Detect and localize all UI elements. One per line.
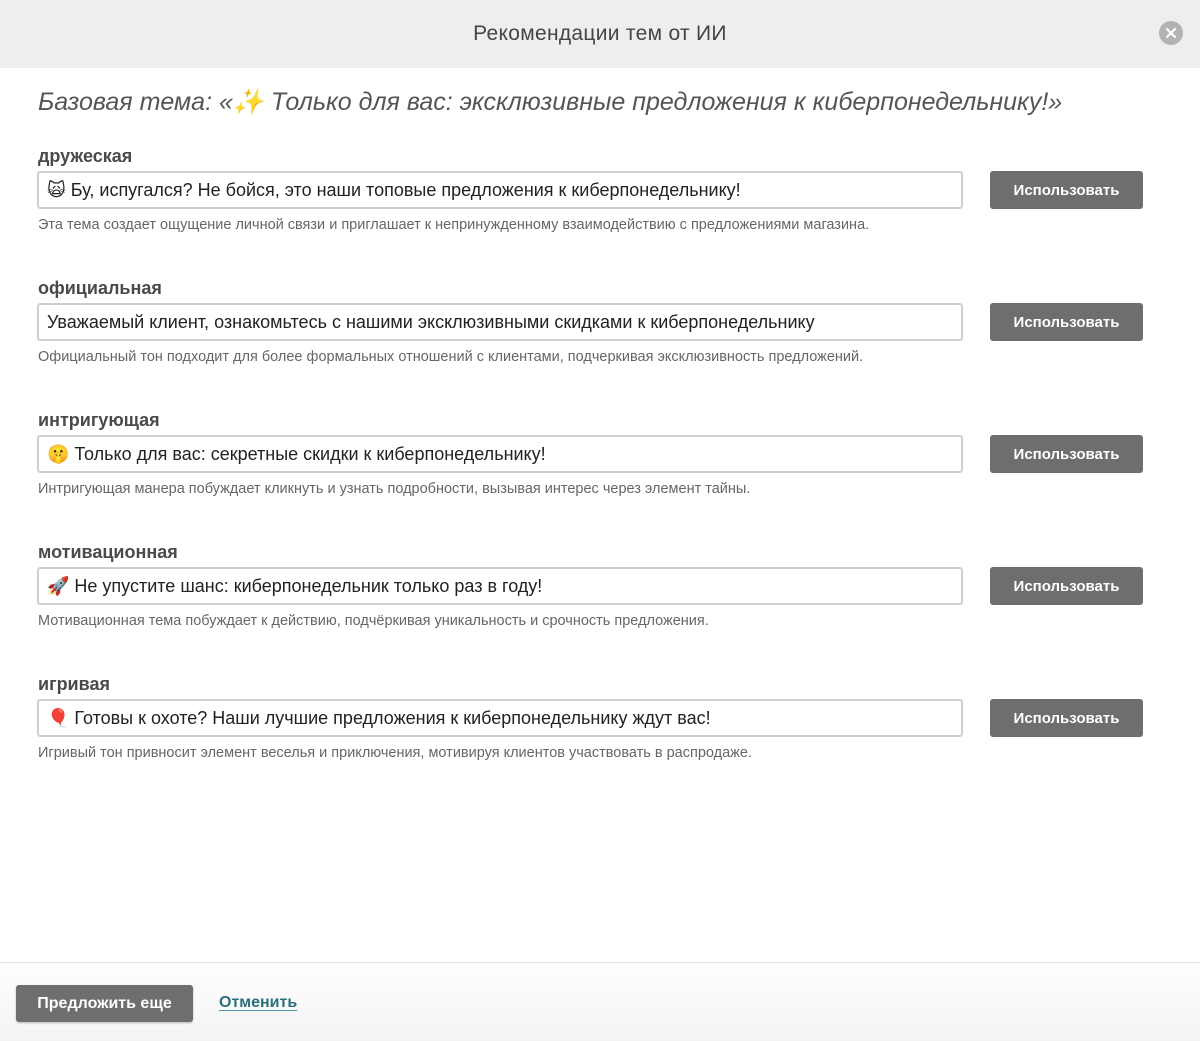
use-button[interactable]: Использовать bbox=[990, 171, 1143, 209]
suggestion-motivational bbox=[0, 542, 1200, 662]
suggestion-label: дружеская bbox=[38, 146, 133, 166]
close-button[interactable] bbox=[1159, 21, 1183, 45]
use-button[interactable]: Использовать bbox=[990, 699, 1143, 737]
suggestion-input[interactable]: 🤫 Только для вас: секретные скидки к киберпонедельнику! bbox=[37, 435, 963, 473]
suggestion-description: Мотивационная тема побуждает к действию, подчёркивая уникальность и срочность предложения. bbox=[38, 613, 709, 629]
suggestion-input[interactable]: 🎈 Готовы к охоте? Наши лучшие предложения к киберпонедельнику ждут вас! bbox=[37, 699, 963, 737]
cancel-link[interactable]: Отменить bbox=[219, 994, 298, 1011]
dialog-footer bbox=[0, 962, 1200, 1041]
base-theme-heading: Базовая тема: «✨ Только для вас: эксклюзивные предложения к киберпонедельнику!» bbox=[38, 88, 1063, 116]
suggest-more-button[interactable]: Предложить еще bbox=[16, 985, 193, 1022]
suggestion-intriguing bbox=[0, 410, 1200, 530]
dialog-header bbox=[0, 0, 1200, 68]
close-icon bbox=[1165, 27, 1177, 39]
suggestion-input[interactable]: 🚀 Не упустите шанс: киберпонедельник только раз в году! bbox=[37, 567, 963, 605]
use-button[interactable]: Использовать bbox=[990, 567, 1143, 605]
suggestion-label: мотивационная bbox=[38, 542, 178, 562]
suggestion-input[interactable]: Уважаемый клиент, ознакомьтесь с нашими эксклюзивными скидками к киберпонедельнику bbox=[37, 303, 963, 341]
suggestion-friendly bbox=[0, 146, 1200, 266]
dialog-title: Рекомендации тем от ИИ bbox=[473, 22, 727, 45]
suggestion-label: интригующая bbox=[38, 410, 160, 430]
suggestion-label: игривая bbox=[38, 674, 110, 694]
suggestion-input[interactable]: 🙀 Бу, испугался? Не бойся, это наши топовые предложения к киберпонедельнику! bbox=[37, 171, 963, 209]
suggestion-label: официальная bbox=[38, 278, 162, 298]
use-button[interactable]: Использовать bbox=[990, 435, 1143, 473]
suggestion-playful bbox=[0, 674, 1200, 794]
suggestion-description: Эта тема создает ощущение личной связи и приглашает к непринужденному взаимодействию с предложениями магазина. bbox=[38, 217, 870, 233]
suggestion-official bbox=[0, 278, 1200, 398]
suggestion-description: Интригующая манера побуждает кликнуть и узнать подробности, вызывая интерес через элемент тайны. bbox=[38, 481, 751, 497]
suggestion-description: Официальный тон подходит для более формальных отношений с клиентами, подчеркивая эксклюзивность предложений. bbox=[38, 349, 864, 365]
use-button[interactable]: Использовать bbox=[990, 303, 1143, 341]
suggestion-description: Игривый тон привносит элемент веселья и приключения, мотивируя клиентов участвовать в распродаже. bbox=[38, 745, 752, 761]
